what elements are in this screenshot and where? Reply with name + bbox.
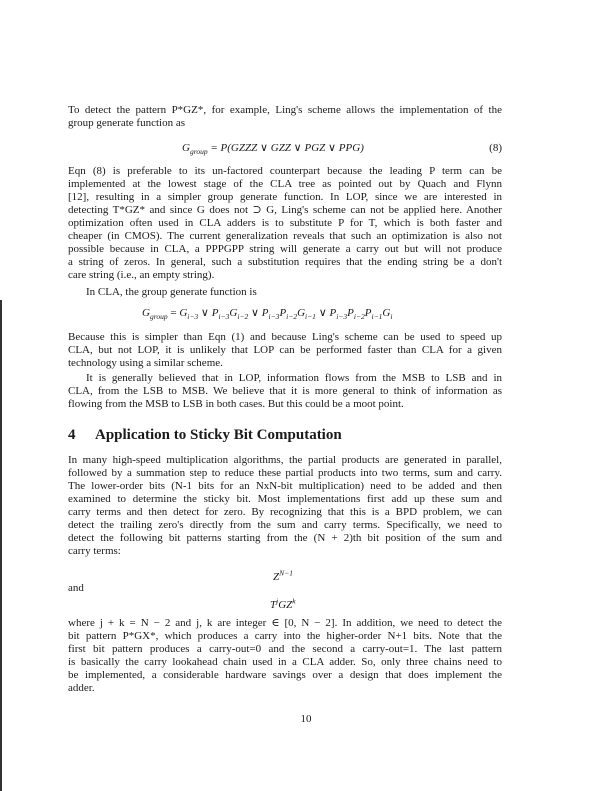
eq-subscript: i−3	[336, 311, 348, 321]
eqt-mid: GZ	[278, 598, 293, 611]
eq-variable: P	[329, 306, 337, 319]
paragraph-comparison	[68, 331, 502, 370]
page-number: 10	[300, 713, 312, 725]
eq-subscript: i−2	[237, 311, 249, 321]
text-line: technology using a similar scheme.	[68, 356, 223, 369]
eq-variable: G	[297, 306, 306, 319]
section-number: 4	[68, 427, 76, 443]
eq-subscript: i−3	[218, 311, 230, 321]
eq-variable: P	[261, 306, 269, 319]
text-line: carry terms and then detect for zero. By recognizing that this is a BPD problem, we can	[68, 505, 502, 518]
eq-variable: P	[347, 306, 354, 319]
text-line: flowing from the MSB to LSB in both cases. But this could be a moot point.	[68, 397, 404, 410]
eqg-lhs-sub: group	[149, 311, 168, 321]
eqt-t-sup: j	[276, 595, 279, 605]
eq8-lhs: G	[182, 141, 190, 154]
or-operator: ∨	[200, 306, 209, 319]
text-line: carry terms:	[68, 545, 121, 558]
eqz-sup: N−1	[279, 567, 293, 577]
section-title: Application to Sticky Bit Computation	[95, 427, 342, 443]
text-line: possible because in CLA, a PPPGPP string will generate a carry out but will not produce	[68, 243, 502, 256]
equation-number: (8)	[489, 141, 502, 154]
paragraph-eqn8-discussion	[68, 165, 502, 283]
paragraph-information-flow	[68, 372, 502, 411]
eq-subscript: i	[390, 311, 393, 321]
or-operator: ∨	[318, 306, 327, 319]
eq-subscript: i−3	[187, 311, 199, 321]
eqt-z-sup: k	[292, 595, 296, 605]
text-line: bit pattern P*GX*, which produces a carry into the higher-order N+1 bits. Note that the	[68, 629, 502, 642]
paragraph-intro	[68, 104, 502, 130]
eqg-lhs: G	[142, 306, 150, 319]
paragraph-conditions	[68, 617, 502, 696]
eq-subscript: i−2	[353, 311, 365, 321]
equation-t-pattern	[270, 595, 296, 612]
text-line: cheaper (in CMOS). The current generalization reveals that such an optimization is also not	[68, 229, 502, 242]
or-operator: ∨	[250, 306, 260, 319]
text-line: first bit pattern produces a carry-out=0 and the second a carry-out=1. The last pattern	[68, 642, 502, 655]
eqg-terms	[179, 307, 392, 319]
eq-subscript: i−1	[305, 311, 316, 321]
equation-8	[182, 142, 502, 155]
equation-group-generate	[142, 307, 392, 320]
eq-subscript: i−1	[371, 311, 383, 321]
eqg-equals: =	[170, 306, 177, 319]
text-line: adder.	[68, 681, 95, 694]
paragraph-cla-intro	[68, 286, 502, 299]
text-line: [12], resulting in a simpler group generate function. In LOP, since we are interested in	[68, 190, 502, 203]
eq-variable: G	[229, 306, 238, 319]
paragraph-sticky-bit	[68, 454, 502, 559]
and-text: and	[68, 581, 84, 594]
text-line: is basically the carry lookahead chain used in a CLA adder. So, only three chains need to	[68, 655, 502, 668]
text-line: detect the following bit patterns starting from the (N + 2)th bit position of the sum and	[68, 532, 502, 545]
text-line: detect the trailing zero's directly from the sum and carry terms. Specifically, we need to	[68, 518, 502, 531]
text-line: In many high-speed multiplication algorithms, the partial products are generated in parallel,	[68, 453, 502, 466]
eq-subscript: i−2	[286, 311, 298, 321]
text-line: CLA, from the LSB to MSB. We believe that it is more general to think of information as	[68, 384, 502, 397]
text-line: followed by a summation step to reduce these partial products into two terms, sum and carry.	[68, 466, 502, 479]
text-line: Because this is simpler than Eqn (1) and because Ling's scheme can be used to speed up	[68, 330, 502, 343]
text-line: be implemented, a considerable hardware savings over a design that does implement the	[68, 668, 502, 681]
eq-variable: G	[179, 306, 188, 319]
eq-subscript: i−3	[268, 311, 280, 321]
text-line: examined to determine the sticky bit. Most implementations first add up these sum and	[68, 492, 502, 505]
text-line: care string (i.e., an empty string).	[68, 269, 215, 282]
eq-variable: P	[364, 306, 372, 319]
eq-variable: P	[279, 306, 287, 319]
eq-variable: G	[382, 306, 391, 319]
text-line: a string of zeros. In general, such a substitution requires that the ending string be a don't	[68, 256, 502, 269]
text-line: detecting T*GZ* and since G does not ⊃ G, Ling's scheme can not be applied here. Another	[68, 203, 502, 216]
text-line: It is generally believed that in LOP, information flows from the MSB to LSB and in	[86, 371, 502, 384]
eqz-base: Z	[273, 570, 280, 583]
text-line: The lower-order bits (N-1 bits for an NxN-bit multiplication) need to be added and then	[68, 479, 502, 492]
text-line: To detect the pattern P*GZ*, for example, Ling's scheme allows the implementation of the	[68, 103, 502, 116]
eq-variable: P	[211, 306, 219, 319]
text-line: In CLA, the group generate function is	[86, 285, 257, 298]
text-line: CLA, but not LOP, it is unlikely that LOP can be performed faster than CLA for a given	[68, 343, 502, 356]
text-line: group generate function as	[68, 116, 185, 129]
text-line: implemented at the lowest stage of the CLA tree as pointed out by Quach and Flynn	[68, 177, 502, 190]
text-line: optimization often used in CLA adders is to substitute P for T, which is both faster and	[68, 216, 502, 229]
eqt-t: T	[270, 598, 277, 611]
eq8-rhs: = P(GZZZ ∨ GZZ ∨ PGZ ∨ PPG)	[210, 141, 364, 154]
text-line: where j + k = N − 2 and j, k are integer ∈ [0, N − 2]. In addition, we need to detect the	[68, 616, 502, 629]
equation-z-pattern	[273, 567, 293, 584]
text-line: Eqn (8) is preferable to its un-factored counterpart because the leading P term can be	[68, 164, 502, 177]
eq8-lhs-sub: group	[189, 146, 208, 156]
section-heading	[68, 427, 342, 444]
